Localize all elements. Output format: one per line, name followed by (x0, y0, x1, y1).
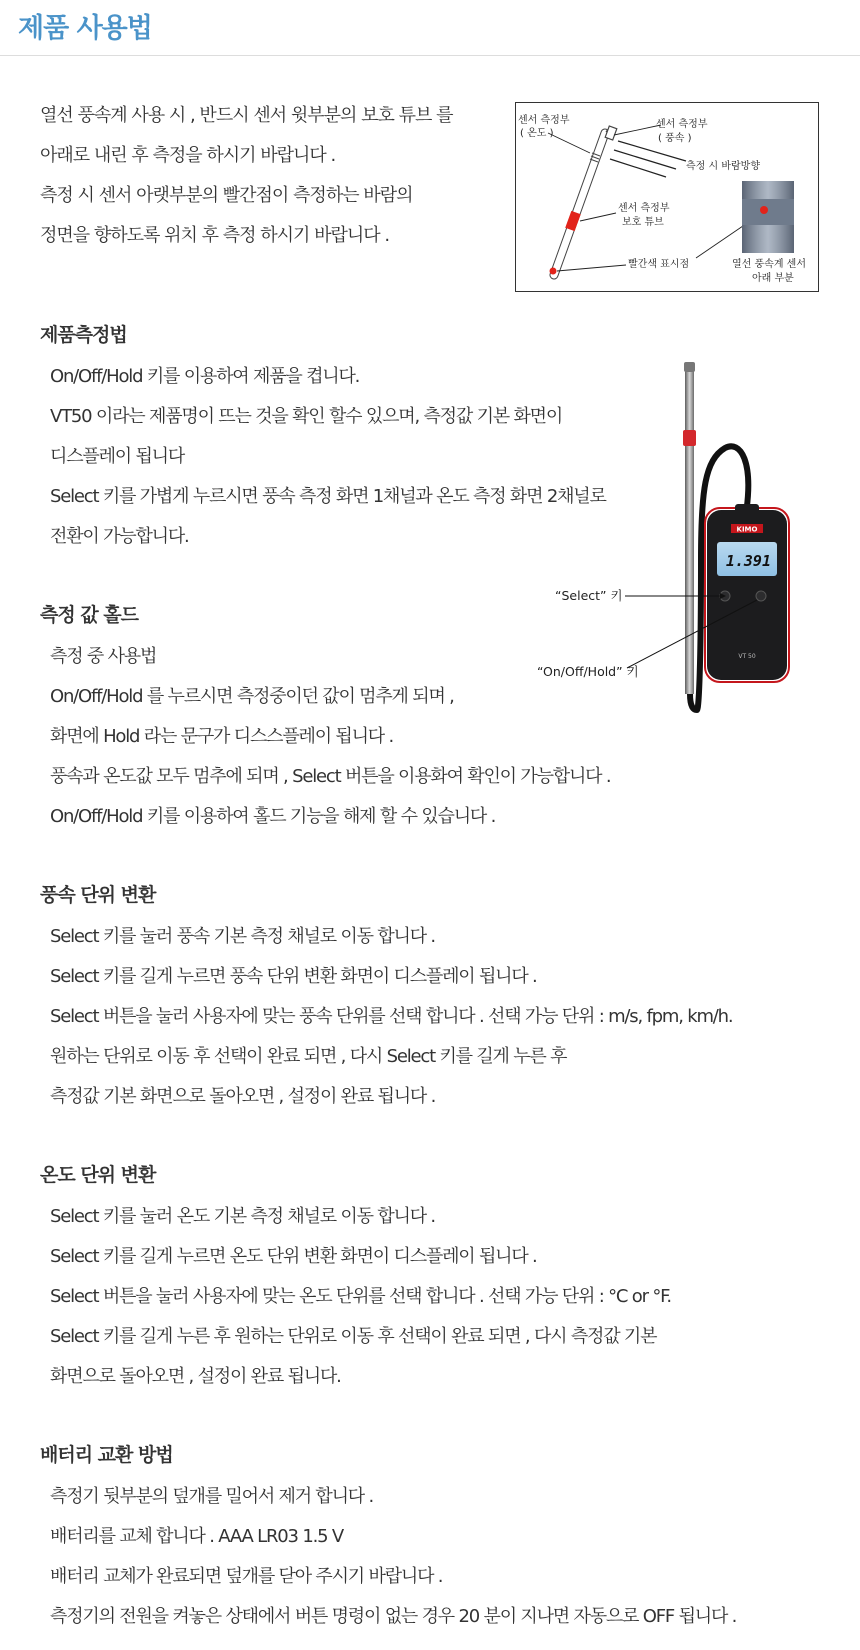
section-line: 원하는 단위로 이동 후 선택이 완료 되면 , 다시 Select 키를 길게 누른 후 (50, 1046, 567, 1067)
section-title: 제품측정법 (40, 324, 127, 346)
section-line: Select 버튼을 눌러 사용자에 맞는 온도 단위를 선택 합니다 . 선택 가능 단위 : °C or °F. (50, 1286, 671, 1307)
section-line: 배터리를 교체 합니다 . AAA LR03 1.5 V (50, 1526, 343, 1547)
section-title: 온도 단위 변환 (40, 1164, 156, 1186)
label-protect-tube-sub: 보호 튜브 (622, 217, 664, 228)
section-line: Select 버튼을 눌러 사용자에 맞는 풍속 단위를 선택 합니다 . 선택 가능 단위 : m/s, fpm, km/h. (50, 1006, 733, 1027)
section-line: 풍속과 온도값 모두 멈추에 되며 , Select 버튼을 이용화여 확인이 가능합니다 . (50, 766, 611, 787)
label-sensor-speed-sub: ( 풍속 ) (658, 133, 692, 144)
label-sensor-bottom: 열선 풍속계 센서 (732, 259, 806, 270)
probe-illustration (550, 126, 617, 275)
section-line: VT50 이라는 제품명이 뜨는 것을 확인 할수 있으며, 측정값 기본 화면이 (50, 406, 563, 427)
label-sensor-temp-sub: ( 온도 ) (520, 128, 554, 139)
intro-text (40, 96, 480, 256)
section-line: Select 키를 가볍게 누르시면 풍속 측정 화면 1채널과 온도 측정 화면 2채널로 (50, 486, 606, 507)
onoff-key-label: “On/Off/Hold” 키 (537, 664, 639, 679)
section-battery (40, 1435, 820, 1637)
section-line: Select 키를 눌러 풍속 기본 측정 채널로 이동 합니다 . (50, 926, 435, 947)
section-line: On/Off/Hold 키를 이용하여 홀드 기능을 해제 할 수 있습니다 . (50, 806, 496, 827)
section-line: Select 키를 길게 누른 후 원하는 단위로 이동 후 선택이 완료 되면 , 다시 측정값 기본 (50, 1326, 657, 1347)
section-title: 측정 값 홀드 (40, 604, 138, 626)
lcd-value: 1.391 (725, 552, 771, 570)
section-line: Select 키를 길게 누르면 풍속 단위 변환 화면이 디스플레이 됩니다 . (50, 966, 537, 987)
intro-line: 열선 풍속계 사용 시 , 반드시 센서 윗부분의 보호 튜브 를 (40, 105, 453, 126)
section-line: 측정 중 사용법 (50, 646, 157, 667)
section-temp-unit (40, 1155, 820, 1397)
model-label: VT 50 (738, 653, 756, 660)
section-measure (40, 315, 820, 557)
label-red-mark: 빨간색 표시점 (628, 259, 690, 270)
intro-line: 정면을 향하도록 위치 후 측정 하시기 바랍니다 . (40, 225, 390, 246)
select-key-label: “Select” 키 (555, 588, 623, 603)
page-header (0, 0, 860, 56)
wind-arrows (610, 141, 686, 177)
section-line: 화면으로 돌아오면 , 설정이 완료 됩니다. (50, 1366, 341, 1387)
brand-logo: KIMO (736, 525, 758, 534)
label-sensor-bottom-sub: 아래 부분 (752, 273, 794, 284)
section-line: 측정기의 전원을 켜놓은 상태에서 버튼 명령이 없는 경우 20 분이 지나면 자동으로 OFF 됩니다 . (50, 1606, 737, 1627)
intro-line: 아래로 내린 후 측정을 하시기 바랍니다 . (40, 145, 336, 166)
section-title: 풍속 단위 변환 (40, 884, 156, 906)
section-line: On/Off/Hold 를 누르시면 측정중이던 값이 멈추게 되며 , (50, 686, 454, 707)
section-hold (40, 595, 820, 837)
section-line: Select 키를 눌러 온도 기본 측정 채널로 이동 합니다 . (50, 1206, 435, 1227)
section-line: 화면에 Hold 라는 문구가 디스스플레이 됩니다 . (50, 726, 394, 747)
sensor-photo (742, 181, 794, 253)
page-title: 제품 사용법 (18, 13, 152, 44)
section-line: Select 키를 길게 누르면 온도 단위 변환 화면이 디스플레이 됩니다 . (50, 1246, 537, 1267)
label-wind-direction: 측정 시 바람방향 (686, 161, 760, 172)
label-sensor-temp: 센서 측정부 (518, 115, 570, 126)
section-title: 배터리 교환 방법 (40, 1444, 173, 1466)
sensor-diagram (515, 102, 819, 292)
section-line: 디스플레이 됩니다 (50, 446, 185, 467)
label-sensor-speed: 센서 측정부 (656, 119, 708, 130)
section-line: 측정값 기본 화면으로 돌아오면 , 설정이 완료 됩니다 . (50, 1086, 436, 1107)
section-line: 측정기 뒷부분의 덮개를 밀어서 제거 합니다 . (50, 1486, 374, 1507)
section-line: 배터리 교체가 완료되면 덮개를 닫아 주시기 바랍니다 . (50, 1566, 443, 1587)
section-speed-unit (40, 875, 820, 1117)
label-protect-tube: 센서 측정부 (618, 203, 670, 214)
section-line: On/Off/Hold 키를 이용하여 제품을 켭니다. (50, 366, 360, 387)
intro-line: 측정 시 센서 아랫부분의 빨간점이 측정하는 바람의 (40, 185, 413, 206)
section-line: 전환이 가능합니다. (50, 526, 189, 547)
